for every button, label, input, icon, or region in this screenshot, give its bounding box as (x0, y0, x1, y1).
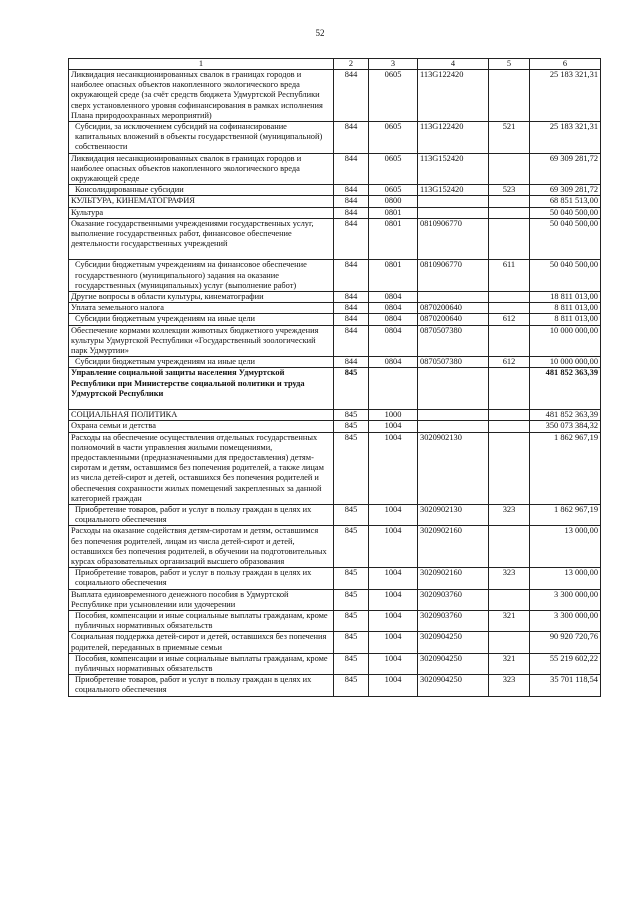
cell-target: 3020902130 (418, 504, 489, 525)
cell-name: Ликвидация несанкционированных свалок в границах городов и наиболее опасных объектов накопленного экологического вреда окружающей среде (69, 153, 334, 185)
cell-name: Выплата единовременного денежного пособия в Удмуртской Республике при усыновлении или удочерении (69, 589, 334, 610)
cell-target: 3020904250 (418, 632, 489, 653)
table-body (69, 70, 601, 697)
cell-grbs: 845 (334, 421, 369, 432)
cell-type (489, 432, 530, 504)
cell-amount: 1 862 967,19 (530, 432, 601, 504)
cell-grbs: 844 (334, 357, 369, 368)
table-row (69, 70, 601, 122)
table-row (69, 218, 601, 260)
cell-amount: 10 000 000,00 (530, 325, 601, 357)
cell-section: 1004 (369, 421, 418, 432)
cell-amount: 3 300 000,00 (530, 610, 601, 631)
cell-name: Приобретение товаров, работ и услуг в пользу граждан в целях их социального обеспечения (69, 504, 334, 525)
cell-amount: 350 073 384,32 (530, 421, 601, 432)
cell-target: 0810906770 (418, 218, 489, 260)
table-row (69, 325, 601, 357)
cell-name: Пособия, компенсации и иные социальные выплаты гражданам, кроме публичных нормативных обязательств (69, 653, 334, 674)
cell-grbs: 844 (334, 196, 369, 207)
cell-section: 1004 (369, 526, 418, 568)
cell-target: 113G152420 (418, 185, 489, 196)
cell-target: 3020902160 (418, 568, 489, 589)
cell-type: 323 (489, 568, 530, 589)
cell-section: 1004 (369, 675, 418, 696)
cell-target (418, 207, 489, 218)
cell-name: СОЦИАЛЬНАЯ ПОЛИТИКА (69, 410, 334, 421)
column-header-type: 5 (489, 59, 530, 70)
cell-grbs: 845 (334, 675, 369, 696)
cell-type (489, 526, 530, 568)
cell-type (489, 303, 530, 314)
cell-amount: 35 701 118,54 (530, 675, 601, 696)
table-row (69, 610, 601, 631)
cell-type: 612 (489, 314, 530, 325)
cell-type (489, 292, 530, 303)
cell-section: 0605 (369, 70, 418, 122)
cell-type: 611 (489, 260, 530, 292)
cell-target: 0870200640 (418, 314, 489, 325)
cell-name: Управление социальной защиты населения Удмуртской Республики при Министерстве социальной политики и труда Удмуртской Республики (69, 368, 334, 410)
cell-grbs: 845 (334, 568, 369, 589)
cell-target: 3020904250 (418, 653, 489, 674)
table-row (69, 122, 601, 154)
cell-amount: 13 000,00 (530, 526, 601, 568)
cell-name: Оказание государственными учреждениями государственных услуг, выполнение государственных работ, финансовое обеспечение деятельности государственных учреждений (69, 218, 334, 260)
cell-grbs: 845 (334, 504, 369, 525)
cell-type (489, 207, 530, 218)
cell-type: 523 (489, 185, 530, 196)
table-row (69, 526, 601, 568)
table-row (69, 357, 601, 368)
cell-section: 0801 (369, 218, 418, 260)
cell-name: Субсидии бюджетным учреждениям на финансовое обеспечение государственного (муниципального) задания на оказание государственных (муниципальных) услуг (выполнение работ) (69, 260, 334, 292)
cell-type (489, 70, 530, 122)
cell-amount: 69 309 281,72 (530, 185, 601, 196)
cell-type: 321 (489, 653, 530, 674)
cell-amount: 10 000 000,00 (530, 357, 601, 368)
cell-grbs: 845 (334, 610, 369, 631)
cell-target: 0810906770 (418, 260, 489, 292)
column-header-amount: 6 (530, 59, 601, 70)
cell-grbs: 844 (334, 70, 369, 122)
cell-target: 3020903760 (418, 610, 489, 631)
cell-name: Приобретение товаров, работ и услуг в пользу граждан в целях их социального обеспечения (69, 568, 334, 589)
cell-grbs: 845 (334, 589, 369, 610)
table-row (69, 410, 601, 421)
cell-grbs: 845 (334, 410, 369, 421)
cell-section: 0605 (369, 185, 418, 196)
cell-amount: 13 000,00 (530, 568, 601, 589)
column-header-target: 4 (418, 59, 489, 70)
cell-name: Расходы на обеспечение осуществления отдельных государственных полномочий в части управления жилыми помещениями, предоставленными (предназначенными для предоставления) детям-сиротам и детям, оставшимся без попечения родителей, а также лицам из числа детей-сирот и детей, оставшихся без попечения родителей и обеспечения сохранности жилых помещений закрепленных за данной категорией граждан (69, 432, 334, 504)
cell-section: 0605 (369, 122, 418, 154)
cell-grbs: 844 (334, 314, 369, 325)
cell-target: 0870200640 (418, 303, 489, 314)
cell-amount: 50 040 500,00 (530, 260, 601, 292)
cell-amount: 3 300 000,00 (530, 589, 601, 610)
cell-grbs: 845 (334, 653, 369, 674)
table-row (69, 421, 601, 432)
cell-amount: 50 040 500,00 (530, 218, 601, 260)
cell-section: 0804 (369, 314, 418, 325)
cell-name: Уплата земельного налога (69, 303, 334, 314)
cell-amount: 1 862 967,19 (530, 504, 601, 525)
cell-amount: 50 040 500,00 (530, 207, 601, 218)
cell-grbs: 844 (334, 185, 369, 196)
cell-type (489, 325, 530, 357)
cell-target: 113G122420 (418, 70, 489, 122)
cell-section: 0804 (369, 325, 418, 357)
cell-section: 1004 (369, 568, 418, 589)
table-row (69, 675, 601, 696)
cell-target: 3020904250 (418, 675, 489, 696)
cell-amount: 18 811 013,00 (530, 292, 601, 303)
cell-grbs: 844 (334, 122, 369, 154)
table-row (69, 196, 601, 207)
table-row (69, 568, 601, 589)
cell-grbs: 844 (334, 218, 369, 260)
cell-section: 1004 (369, 504, 418, 525)
cell-grbs: 845 (334, 432, 369, 504)
cell-section: 0804 (369, 357, 418, 368)
cell-section: 1004 (369, 653, 418, 674)
cell-name: Расходы на оказание содействия детям-сиротам и детям, оставшимся без попечения родителей, лицам из числа детей-сирот и детей, оставшихся без попечения родителей, в обучении на подготовительных курсах образовательных организаций высшего образования (69, 526, 334, 568)
cell-name: Субсидии, за исключением субсидий на софинансирование капитальных вложений в объекты государственной (муниципальной) собственности (69, 122, 334, 154)
cell-target: 0870507380 (418, 325, 489, 357)
table-row (69, 432, 601, 504)
cell-type: 612 (489, 357, 530, 368)
table-row (69, 368, 601, 410)
cell-section: 1000 (369, 410, 418, 421)
cell-type (489, 368, 530, 410)
cell-name: Культура (69, 207, 334, 218)
cell-section: 1004 (369, 610, 418, 631)
table-row (69, 632, 601, 653)
cell-amount: 68 851 513,00 (530, 196, 601, 207)
cell-name: Обеспечение кормами коллекции животных бюджетного учреждения культуры Удмуртской Республики «Государственный зоологический парк Удмуртии» (69, 325, 334, 357)
cell-amount: 25 183 321,31 (530, 70, 601, 122)
cell-type (489, 421, 530, 432)
cell-section: 0801 (369, 207, 418, 218)
cell-type (489, 153, 530, 185)
cell-amount: 481 852 363,39 (530, 368, 601, 410)
cell-amount: 25 183 321,31 (530, 122, 601, 154)
cell-name: Другие вопросы в области культуры, кинематографии (69, 292, 334, 303)
column-header-section: 3 (369, 59, 418, 70)
cell-type (489, 196, 530, 207)
cell-target: 113G122420 (418, 122, 489, 154)
cell-type: 323 (489, 675, 530, 696)
cell-type (489, 218, 530, 260)
page-number: 52 (315, 28, 325, 38)
table-row (69, 653, 601, 674)
cell-grbs: 844 (334, 153, 369, 185)
cell-grbs: 845 (334, 632, 369, 653)
cell-grbs: 844 (334, 207, 369, 218)
cell-type (489, 410, 530, 421)
cell-type: 323 (489, 504, 530, 525)
cell-target (418, 410, 489, 421)
cell-name: Субсидии бюджетным учреждениям на иные цели (69, 314, 334, 325)
budget-table (68, 58, 601, 697)
table-row (69, 260, 601, 292)
cell-section: 0800 (369, 196, 418, 207)
table-row (69, 589, 601, 610)
cell-name: Социальная поддержка детей-сирот и детей, оставшихся без попечения родителей, переданных в приемные семьи (69, 632, 334, 653)
cell-name: КУЛЬТУРА, КИНЕМАТОГРАФИЯ (69, 196, 334, 207)
cell-amount: 8 811 013,00 (530, 314, 601, 325)
cell-section: 0804 (369, 303, 418, 314)
cell-section: 1004 (369, 632, 418, 653)
cell-name: Приобретение товаров, работ и услуг в пользу граждан в целях их социального обеспечения (69, 675, 334, 696)
table-header-row (69, 59, 601, 70)
table-row (69, 303, 601, 314)
cell-type (489, 589, 530, 610)
table-row (69, 504, 601, 525)
cell-name: Пособия, компенсации и иные социальные выплаты гражданам, кроме публичных нормативных обязательств (69, 610, 334, 631)
cell-amount: 55 219 602,22 (530, 653, 601, 674)
cell-grbs: 844 (334, 303, 369, 314)
cell-target: 113G152420 (418, 153, 489, 185)
cell-type: 321 (489, 610, 530, 631)
cell-name: Субсидии бюджетным учреждениям на иные цели (69, 357, 334, 368)
cell-grbs: 844 (334, 260, 369, 292)
cell-name: Ликвидация несанкционированных свалок в границах городов и наиболее опасных объектов накопленного экологического вреда окружающей среде (за счёт средств бюджета Удмуртской Республики сверх установленного уровня софинансирования в рамках исполнения Плана природоохранных мероприятий) (69, 70, 334, 122)
cell-target (418, 421, 489, 432)
cell-section: 0804 (369, 292, 418, 303)
cell-target: 3020902130 (418, 432, 489, 504)
cell-section: 1004 (369, 432, 418, 504)
cell-type (489, 632, 530, 653)
table-row (69, 292, 601, 303)
table-row (69, 207, 601, 218)
cell-amount: 8 811 013,00 (530, 303, 601, 314)
cell-section: 1004 (369, 589, 418, 610)
cell-grbs: 845 (334, 368, 369, 410)
cell-amount: 481 852 363,39 (530, 410, 601, 421)
cell-grbs: 844 (334, 325, 369, 357)
table-row (69, 314, 601, 325)
cell-grbs: 845 (334, 526, 369, 568)
cell-amount: 69 309 281,72 (530, 153, 601, 185)
cell-target (418, 196, 489, 207)
cell-section: 0605 (369, 153, 418, 185)
cell-type: 521 (489, 122, 530, 154)
table-row (69, 185, 601, 196)
cell-amount: 90 920 720,76 (530, 632, 601, 653)
column-header-grbs: 2 (334, 59, 369, 70)
cell-target (418, 368, 489, 410)
table-row (69, 153, 601, 185)
cell-section: 0801 (369, 260, 418, 292)
column-header-name: 1 (69, 59, 334, 70)
cell-target: 3020902160 (418, 526, 489, 568)
cell-section (369, 368, 418, 410)
cell-target (418, 292, 489, 303)
cell-name: Консолидированные субсидии (69, 185, 334, 196)
cell-target: 3020903760 (418, 589, 489, 610)
cell-name: Охрана семьи и детства (69, 421, 334, 432)
cell-grbs: 844 (334, 292, 369, 303)
cell-target: 0870507380 (418, 357, 489, 368)
